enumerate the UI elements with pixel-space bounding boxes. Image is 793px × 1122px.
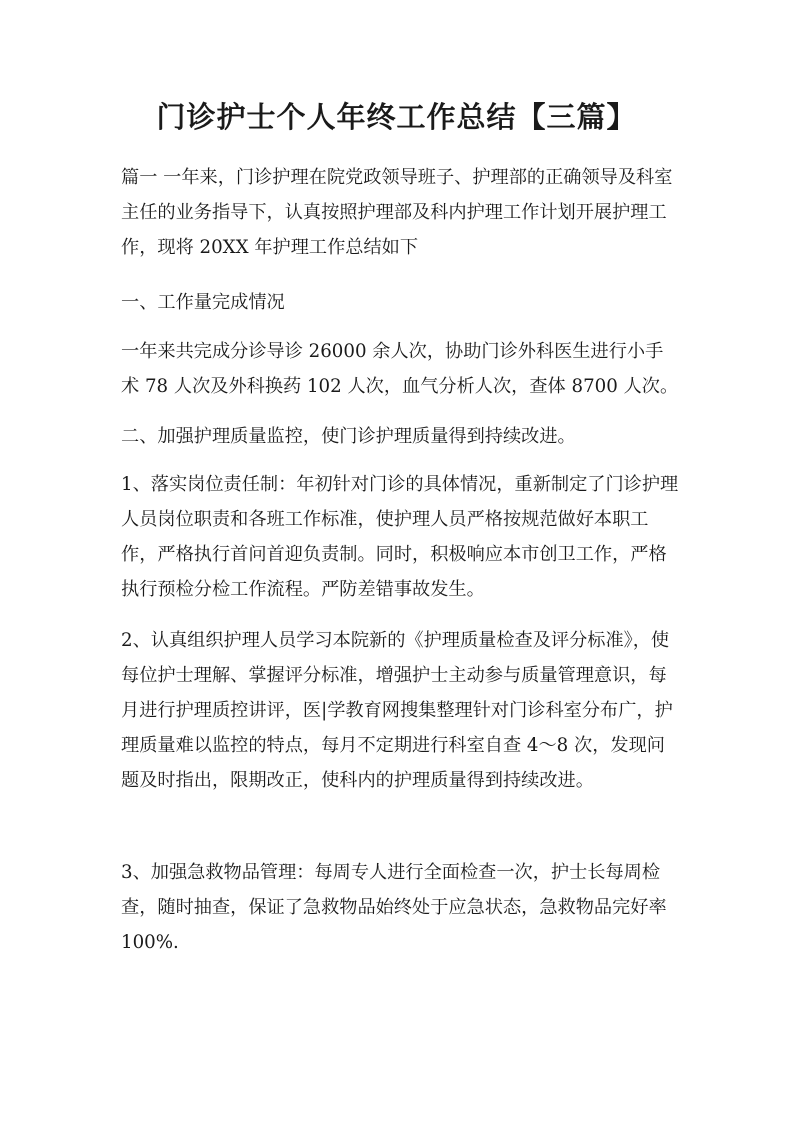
section-heading-quality: 二、加强护理质量监控，使门诊护理质量得到持续改进。 <box>121 426 576 447</box>
paragraph-item-2: 2、认真组织护理人员学习本院新的《护理质量检查及评分标准》，使每位护士理解、掌握评分标准，增强护士主动参与质量管理意识，每月进行护理质控讲评，医|学教育网搜集整理针对门诊科室分布广，护理质量难以监控的特点，每月不定期进行科室自查 4～8 次，发现问题及时指出，限期改正，使科内的护理质量得到持续改进。 <box>121 630 673 791</box>
document-title: 门诊护士个人年终工作总结【三篇】 <box>156 100 637 134</box>
paragraph-item-3: 3、加强急救物品管理：每周专人进行全面检查一次，护士长每周检查，随时抽查，保证了急救物品始终处于应急状态，急救物品完好率 100%. <box>121 862 667 953</box>
section-heading-workload: 一、工作量完成情况 <box>121 292 285 313</box>
paragraph-workload: 一年来共完成分诊导诊 26000 余人次，协助门诊外科医生进行小手术 78 人次及外科换药 102 人次，血气分析人次，查体 8700 人次。 <box>121 341 679 397</box>
paragraph-intro: 篇一 一年来，门诊护理在院党政领导班子、护理部的正确领导及科室主任的业务指导下，认真按照护理部及科内护理工作计划开展护理工作，现将 20XX 年护理工作总结如下 <box>121 167 673 258</box>
paragraph-item-1: 1、落实岗位责任制：年初针对门诊的具体情况，重新制定了门诊护理人员岗位职责和各班工作标准，使护理人员严格按规范做好本职工作，严格执行首问首迎负责制。同时，积极响应本市创卫工作，严格执行预检分检工作流程。严防差错事故发生。 <box>121 474 679 600</box>
